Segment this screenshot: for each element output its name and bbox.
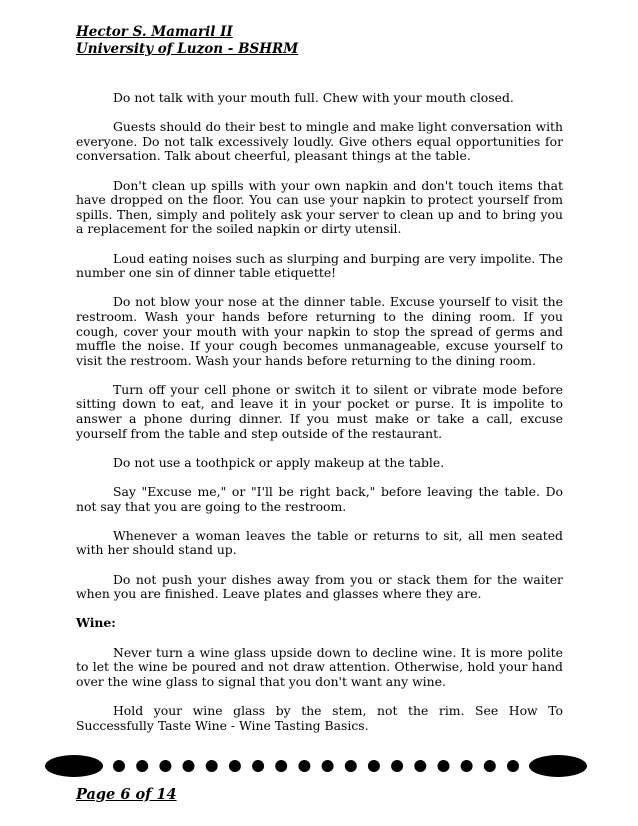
divider-dot bbox=[229, 760, 241, 772]
divider-dot bbox=[206, 760, 218, 772]
divider-dot bbox=[461, 760, 473, 772]
wine-section-heading: Wine: bbox=[76, 615, 116, 631]
divider-dot bbox=[183, 760, 195, 772]
paragraph: Do not push your dishes away from you or stack them for the waiter when you are finished. Leave plates and glasses where they are. bbox=[76, 571, 563, 602]
paragraph: Never turn a wine glass upside down to decline wine. It is more polite to let the wine be poured and not draw attention. Otherwise, hold your hand over the wine glass to signal that you don't want any wine. bbox=[76, 644, 563, 689]
paragraph: Hold your wine glass by the stem, not the rim. See How To Successfully Taste Wine - Wine Tasting Basics. bbox=[76, 702, 563, 733]
paragraph: Don't clean up spills with your own napkin and don't touch items that have dropped on the floor. You can use your napkin to protect yourself from spills. Then, simply and politely ask your server to clean up and to bring you a replacement for the soiled napkin or dirty utensil. bbox=[76, 177, 563, 237]
paragraph: Whenever a woman leaves the table or returns to sit, all men seated with her should stand up. bbox=[76, 527, 563, 558]
paragraph: Say "Excuse me," or "I'll be right back," before leaving the table. Do not say that you are going to the restroom. bbox=[76, 484, 563, 514]
divider-dot bbox=[136, 760, 148, 772]
divider-dot bbox=[391, 760, 403, 772]
divider-dot bbox=[414, 760, 426, 772]
divider-dot bbox=[113, 760, 125, 772]
divider-dot bbox=[322, 760, 334, 772]
paragraph: Loud eating noises such as slurping and burping are very impolite. The number one sin of dinner table etiquette! bbox=[76, 250, 563, 281]
divider-dot bbox=[159, 760, 171, 772]
divider-dot bbox=[368, 760, 380, 772]
document-body bbox=[76, 91, 563, 748]
page-header bbox=[76, 24, 298, 58]
divider-right-cap bbox=[529, 755, 587, 777]
dotted-divider bbox=[45, 752, 587, 780]
divider-dots bbox=[113, 760, 519, 772]
divider-dot bbox=[507, 760, 519, 772]
divider-dot bbox=[298, 760, 310, 772]
page-number: Page 6 of 14 bbox=[76, 786, 177, 803]
divider-dot bbox=[252, 760, 264, 772]
paragraph: Turn off your cell phone or switch it to silent or vibrate mode before sitting down to eat, and leave it in your pocket or purse. It is impolite to answer a phone during dinner. If you must make or take a call, excuse yourself from the table and step outside of the restaurant. bbox=[76, 381, 563, 441]
paragraph: Do not talk with your mouth full. Chew with your mouth closed. bbox=[113, 90, 514, 105]
paragraph: Do not blow your nose at the dinner table. Excuse yourself to visit the restroom. Wash your hands before returning to the dining room. If you cough, cover your mouth with your napkin to stop the spread of germs and muffle the noise. If your cough becomes unmanageable, excuse yourself to visit the restroom. Wash your hands before returning to the dining room. bbox=[76, 294, 563, 368]
author-name: Hector S. Mamaril II bbox=[76, 24, 233, 40]
paragraph: Guests should do their best to mingle and make light conversation with everyone. Do not talk excessively loudly. Give others equal opportunities for conversation. Talk about cheerful, pleasant things at the table. bbox=[76, 119, 563, 164]
divider-dot bbox=[438, 760, 450, 772]
institution-name: University of Luzon - BSHRM bbox=[76, 41, 299, 57]
divider-left-cap bbox=[45, 755, 103, 777]
divider-dot bbox=[275, 760, 287, 772]
divider-dot bbox=[345, 760, 357, 772]
divider-dot bbox=[484, 760, 496, 772]
paragraph: Do not use a toothpick or apply makeup at the table. bbox=[113, 454, 445, 470]
